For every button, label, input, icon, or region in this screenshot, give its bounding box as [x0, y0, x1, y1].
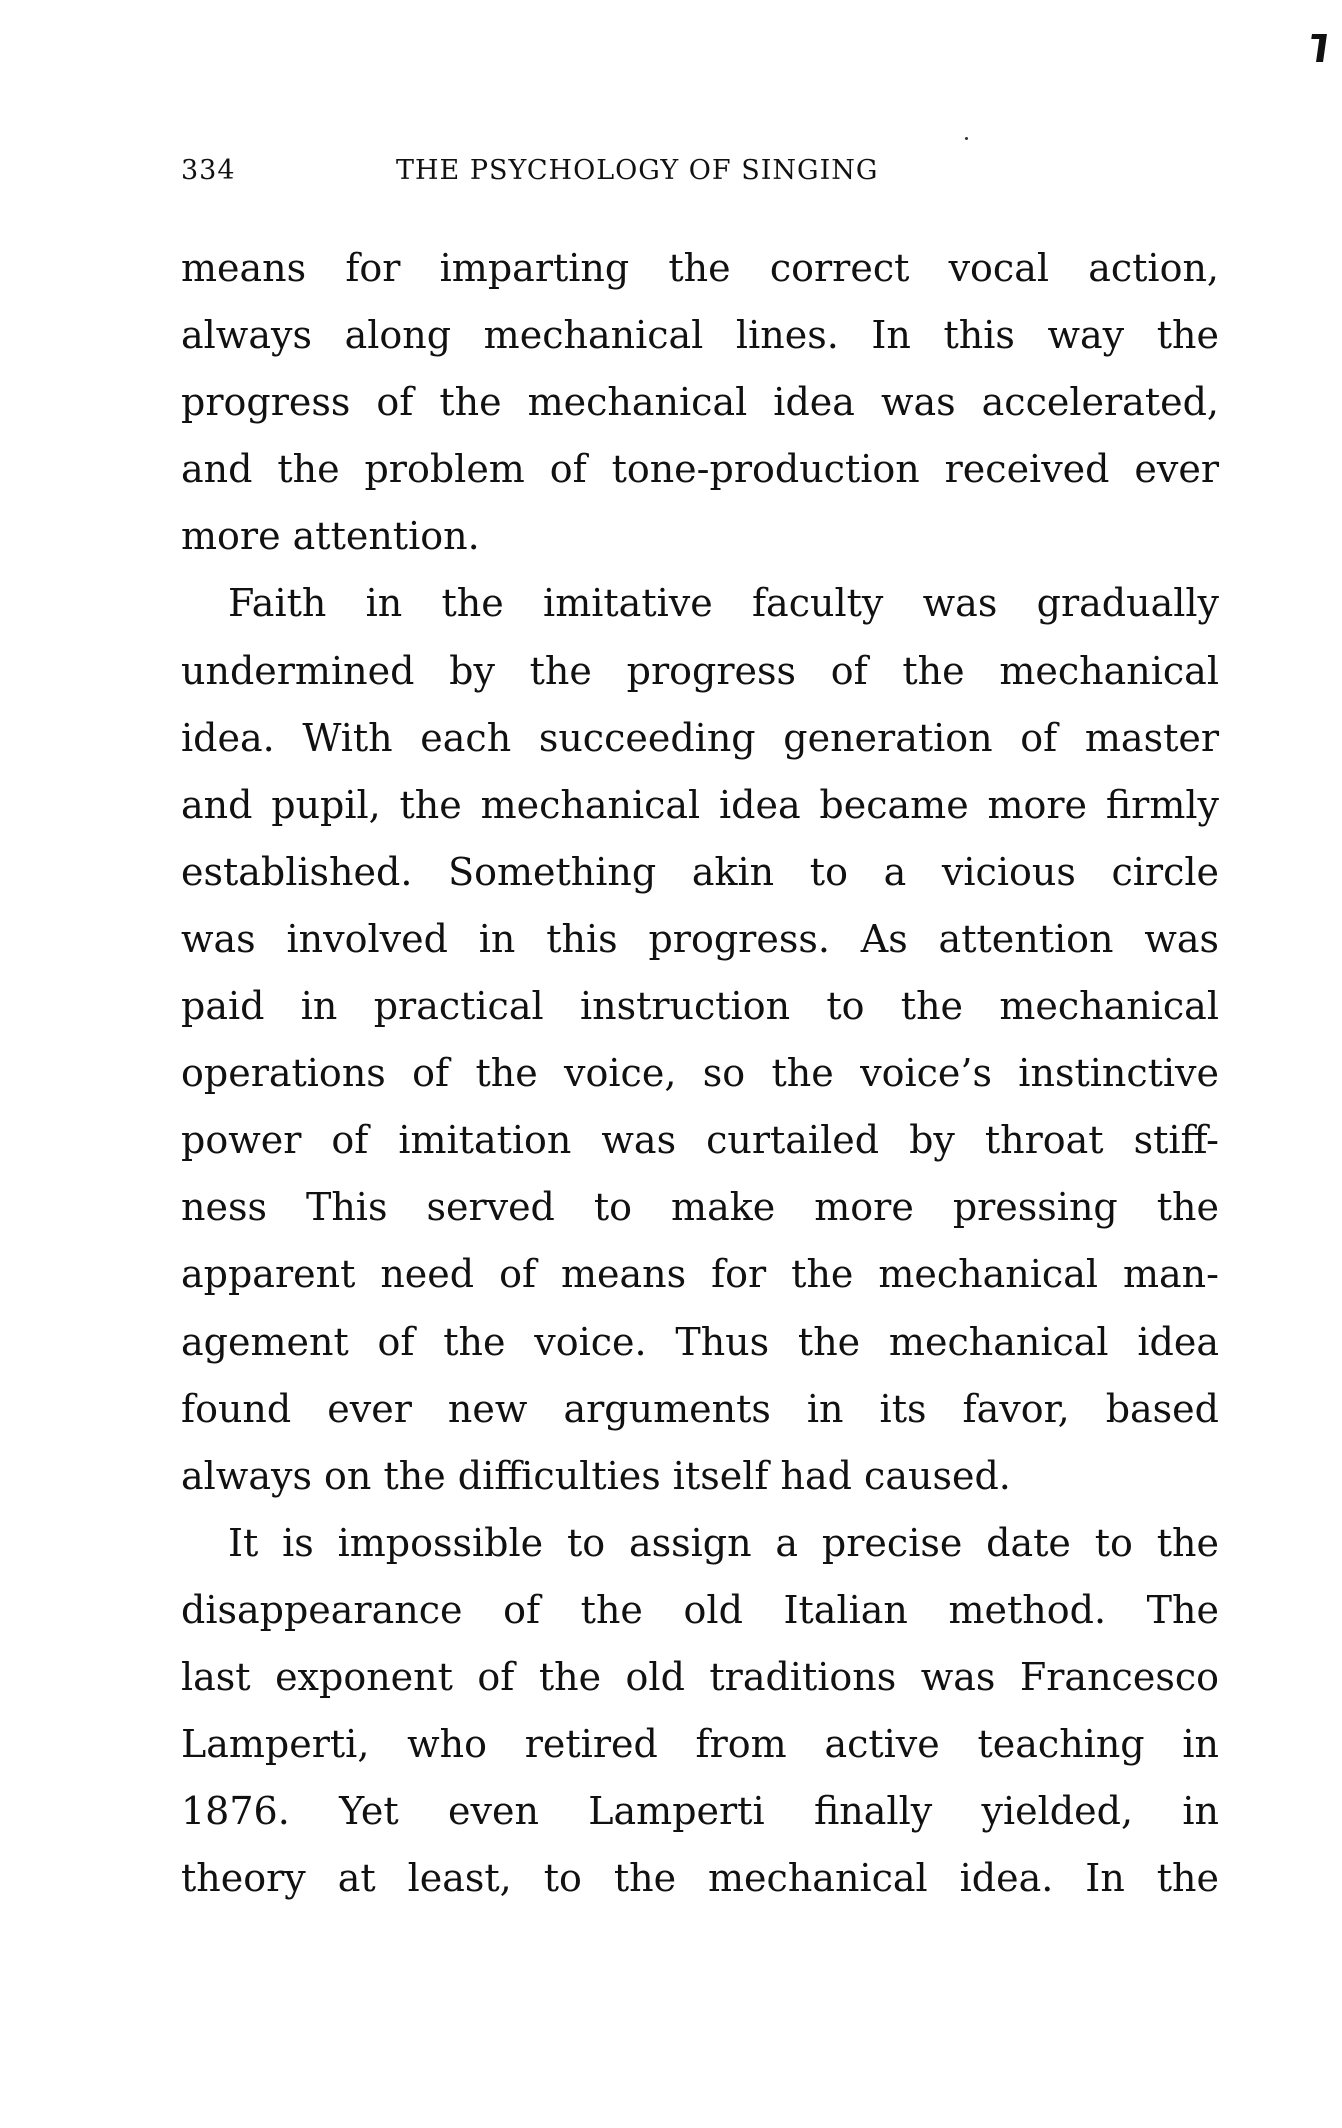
- text-line: 1876. Yet even Lamperti finally yielded, in: [181, 1789, 1219, 1834]
- scan-speck: [965, 137, 968, 140]
- text-line: and the problem of tone-production received ever: [181, 447, 1219, 492]
- text-line: means for imparting the correct vocal action,: [181, 246, 1219, 290]
- text-line: and pupil, the mechanical idea became more firmly: [181, 782, 1219, 827]
- running-title: THE PSYCHOLOGY OF SINGING: [396, 155, 879, 186]
- text-line: Faith in the imitative faculty was gradually: [228, 581, 1219, 626]
- text-line: last exponent of the old traditions was Francesco: [181, 1654, 1219, 1699]
- text-line: always along mechanical lines. In this way the: [181, 313, 1219, 358]
- scan-corner-mark: [1316, 34, 1327, 62]
- text-line: apparent need of means for the mechanical man-: [181, 1252, 1219, 1297]
- text-line: undermined by the progress of the mechanical: [181, 648, 1219, 693]
- text-line: progress of the mechanical idea was accelerated,: [181, 380, 1219, 425]
- text-line: paid in practical instruction to the mechanical: [181, 984, 1219, 1029]
- text-line: ness This served to make more pressing the: [181, 1185, 1219, 1230]
- text-line: established. Something akin to a vicious circle: [181, 849, 1219, 894]
- text-line: disappearance of the old Italian method. The: [181, 1587, 1219, 1632]
- text-line: theory at least, to the mechanical idea. In the: [181, 1856, 1219, 1901]
- text-line: idea. With each succeeding generation of master: [181, 715, 1219, 760]
- text-line: agement of the voice. Thus the mechanical idea: [181, 1319, 1219, 1364]
- page-body: [181, 235, 1219, 1912]
- page-number: 334: [181, 155, 236, 186]
- text-line: Lamperti, who retired from active teaching in: [181, 1722, 1219, 1767]
- text-line: It is impossible to assign a precise date to the: [228, 1520, 1219, 1565]
- text-line: found ever new arguments in its favor, based: [181, 1386, 1219, 1431]
- text-line: always on the difficulties itself had caused.: [181, 1453, 1011, 1498]
- text-line: more attention.: [181, 514, 480, 559]
- text-line: was involved in this progress. As attention was: [181, 916, 1219, 961]
- text-line: power of imitation was curtailed by throat stiff-: [181, 1118, 1219, 1163]
- text-line: operations of the voice, so the voice’s instinctive: [181, 1051, 1219, 1096]
